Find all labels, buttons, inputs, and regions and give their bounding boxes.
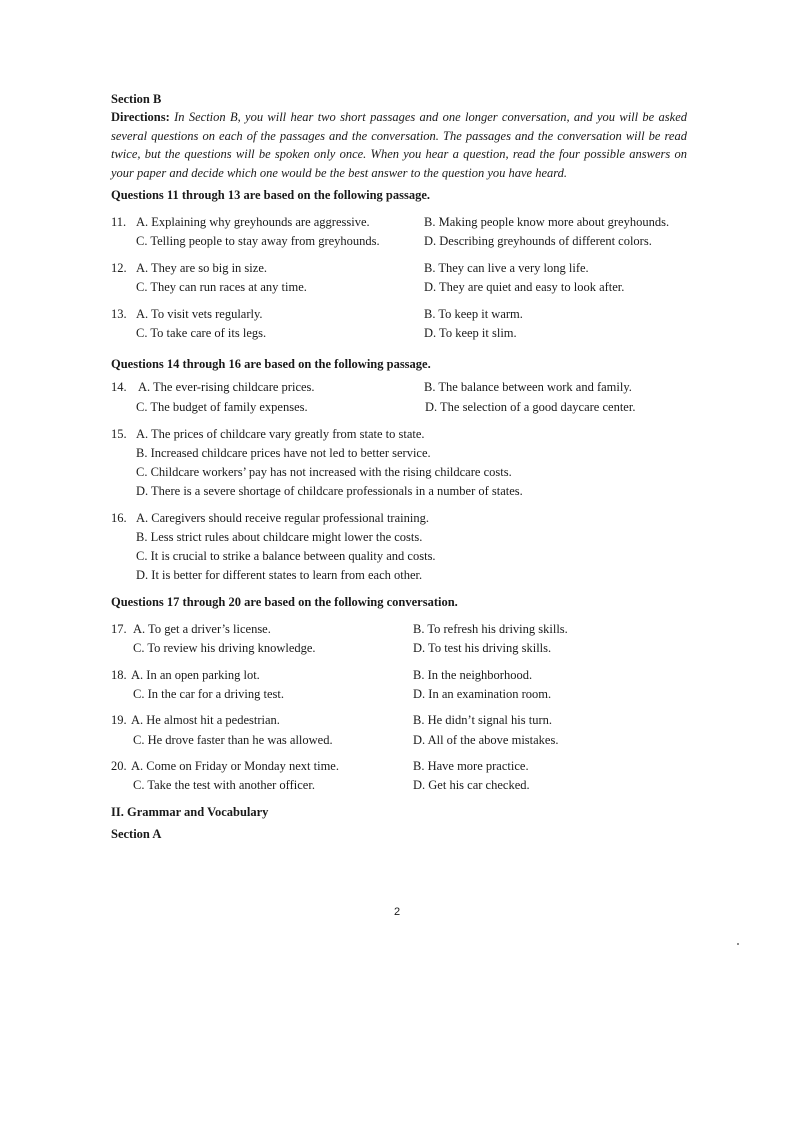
question-number: 18. xyxy=(111,668,127,682)
option-c: C. He drove faster than he was allowed. xyxy=(133,733,333,747)
section-b-heading: Section B xyxy=(111,92,162,106)
option-d: D. It is better for different states to learn from each other. xyxy=(136,568,423,582)
option-a: A. Explaining why greyhounds are aggressive. xyxy=(136,215,370,229)
option-c: C. The budget of family expenses. xyxy=(136,400,308,414)
option-c: C. To take care of its legs. xyxy=(136,326,267,340)
option-c: C. They can run races at any time. xyxy=(136,280,307,294)
option-a: A. He almost hit a pedestrian. xyxy=(131,713,280,727)
option-a: A. The ever-rising childcare prices. xyxy=(138,380,315,394)
option-b: B. Making people know more about greyhounds. xyxy=(424,215,670,229)
option-a: A. In an open parking lot. xyxy=(131,668,260,682)
option-a: A. The prices of childcare vary greatly from state to state. xyxy=(136,427,425,441)
section-a-heading: Section A xyxy=(111,827,162,841)
option-d: D. There is a severe shortage of childcare professionals in a number of states. xyxy=(136,484,523,498)
group-header-14-16: Questions 14 through 16 are based on the following passage. xyxy=(111,357,431,371)
question-number: 13. xyxy=(111,307,127,321)
option-c: C. It is crucial to strike a balance between quality and costs. xyxy=(136,549,436,563)
option-c: C. To review his driving knowledge. xyxy=(133,641,316,655)
question-number: 19. xyxy=(111,713,127,727)
question-number: 20. xyxy=(111,759,127,773)
option-a: A. Caregivers should receive regular professional training. xyxy=(136,511,429,525)
option-a: A. Come on Friday or Monday next time. xyxy=(131,759,339,773)
option-a: A. To get a driver’s license. xyxy=(133,622,271,636)
question-number: 12. xyxy=(111,261,127,275)
directions-text: In Section B, you will hear two short passages and one longer conversation, and you will be asked several questions on each of the passages and the conversation. The passages and the conversation will be read twice, but the questions will be spoken only once. When you hear a question, read the four possible answers on your paper and decide which one would be the best answer to the question you have heard. xyxy=(111,110,688,180)
group-header-11-13: Questions 11 through 13 are based on the following passage. xyxy=(111,188,431,202)
question-number: 11. xyxy=(111,215,127,229)
option-b: B. The balance between work and family. xyxy=(424,380,632,394)
option-c: C. Telling people to stay away from greyhounds. xyxy=(136,234,380,248)
scan-speck xyxy=(737,943,739,945)
option-d: D. The selection of a good daycare center. xyxy=(425,400,636,414)
question-number: 15. xyxy=(111,427,127,441)
option-b: B. They can live a very long life. xyxy=(424,261,589,275)
directions-paragraph xyxy=(111,108,687,182)
question-number: 14. xyxy=(111,380,127,394)
option-c: C. In the car for a driving test. xyxy=(133,687,284,701)
page-number: 2 xyxy=(394,906,401,918)
option-b: B. Less strict rules about childcare might lower the costs. xyxy=(136,530,423,544)
option-d: D. All of the above mistakes. xyxy=(413,733,559,747)
option-a: A. To visit vets regularly. xyxy=(136,307,263,321)
option-b: B. In the neighborhood. xyxy=(413,668,533,682)
option-d: D. Describing greyhounds of different colors. xyxy=(424,234,652,248)
option-c: C. Take the test with another officer. xyxy=(133,778,315,792)
option-d: D. To test his driving skills. xyxy=(413,641,552,655)
option-b: B. Have more practice. xyxy=(413,759,529,773)
part-ii-heading: II. Grammar and Vocabulary xyxy=(111,805,269,819)
option-b: B. To refresh his driving skills. xyxy=(413,622,568,636)
question-number: 17. xyxy=(111,622,127,636)
option-d: D. In an examination room. xyxy=(413,687,552,701)
group-header-17-20: Questions 17 through 20 are based on the following conversation. xyxy=(111,595,458,609)
directions-label: Directions: xyxy=(111,110,170,124)
option-d: D. To keep it slim. xyxy=(424,326,517,340)
option-b: B. Increased childcare prices have not led to better service. xyxy=(136,446,431,460)
option-c: C. Childcare workers’ pay has not increased with the rising childcare costs. xyxy=(136,465,512,479)
option-d: D. They are quiet and easy to look after. xyxy=(424,280,625,294)
question-number: 16. xyxy=(111,511,127,525)
option-b: B. He didn’t signal his turn. xyxy=(413,713,553,727)
option-d: D. Get his car checked. xyxy=(413,778,530,792)
option-b: B. To keep it warm. xyxy=(424,307,523,321)
option-a: A. They are so big in size. xyxy=(136,261,267,275)
